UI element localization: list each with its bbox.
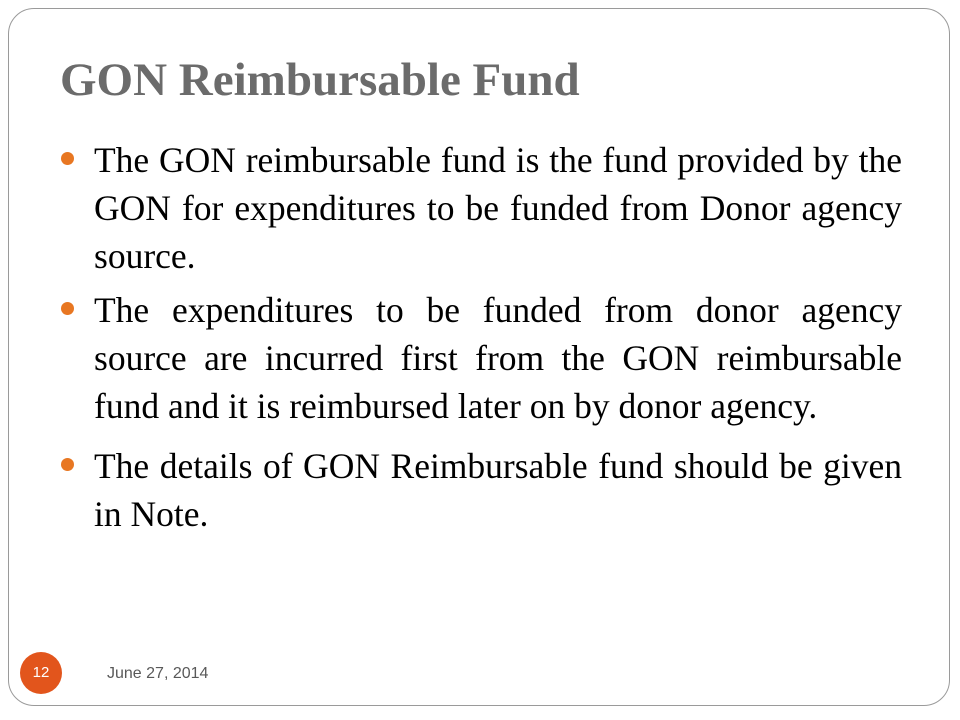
page-number-badge: 12 [20, 652, 62, 694]
bullet-text: The GON reimbursable fund is the fund provided by the GON for expenditures to be funded from Donor agency source. [94, 140, 902, 276]
bullet-text: The expenditures to be funded from donor agency source are incurred first from the GON reimbursable fund and it is reimbursed later on by donor agency. [94, 290, 902, 426]
slide-title: GON Reimbursable Fund [60, 54, 580, 106]
bullet-item [60, 286, 902, 430]
bullet-list [60, 136, 902, 544]
footer-date: June 27, 2014 [107, 665, 209, 682]
bullet-dot-icon [61, 152, 74, 165]
bullet-item [60, 136, 902, 280]
bullet-item [60, 442, 902, 538]
bullet-dot-icon [61, 302, 74, 315]
bullet-dot-icon [61, 458, 74, 471]
bullet-text: The details of GON Reimbursable fund should be given in Note. [94, 446, 902, 534]
